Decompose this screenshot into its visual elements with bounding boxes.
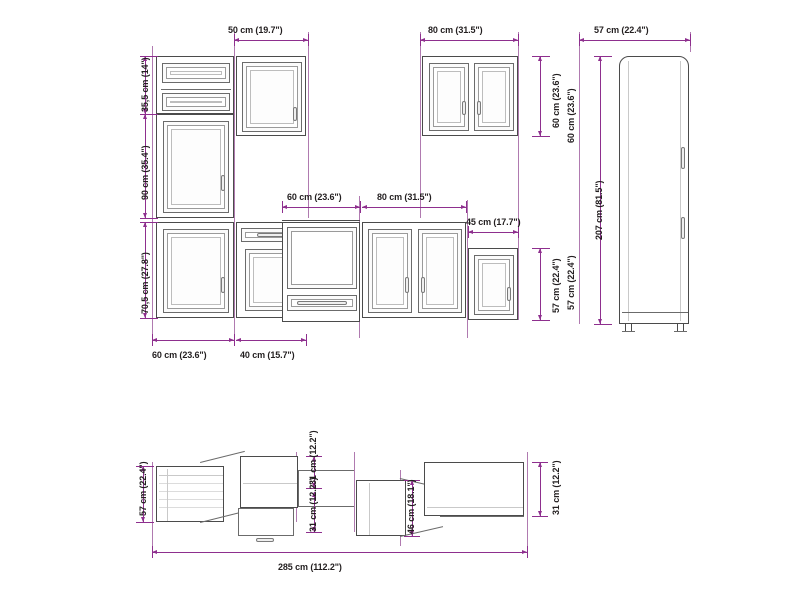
shelf-line (159, 499, 223, 500)
dim-line-width-base-right (468, 232, 518, 233)
door-handle (405, 277, 409, 293)
dim-tick (532, 248, 550, 249)
dim-tick (532, 320, 550, 321)
plan-diagonal (200, 451, 245, 463)
countertop-line (282, 220, 360, 221)
cabinet-door-panel (368, 229, 412, 313)
dim-line-width-wall-left (234, 40, 308, 41)
dim-line-height-base-right (540, 248, 541, 320)
base-cabinet-60-sink (282, 222, 360, 322)
dim-tick (466, 201, 467, 213)
dim-label-height-tall-unit: 207 cm (81.5") (594, 180, 604, 240)
dim-tick (594, 324, 612, 325)
extension-line (152, 46, 153, 338)
cabinet-leg (631, 324, 632, 331)
dim-tick (140, 218, 158, 219)
dim-tick (420, 34, 421, 46)
door-handle (221, 277, 225, 293)
dim-line-width-tall-unit (579, 40, 690, 41)
cabinet-door-panel (163, 229, 229, 313)
door-handle (681, 147, 685, 169)
plan-handle (256, 538, 274, 542)
cabinet-door-panel (474, 63, 514, 131)
dim-tick (140, 318, 158, 319)
dim-tick (579, 34, 580, 46)
dim-line-width-base-bottom-left (152, 340, 234, 341)
cabinet-door-panel (474, 255, 514, 315)
shelf-line (159, 491, 223, 492)
dim-tick (468, 226, 469, 238)
cabinet-leg (625, 324, 626, 331)
arrow-up (143, 114, 147, 119)
dim-label-depth-right: 31 cm (12.2") (551, 460, 561, 515)
base-cabinet-80 (362, 222, 466, 318)
dim-label-depth-right-inner: 46 cm (18.1") (406, 479, 416, 534)
door-handle (507, 287, 511, 301)
oven-front-panel (287, 227, 357, 289)
dim-label-depth-left: 57 cm (22.4") (138, 461, 148, 516)
plan-base-center-right (356, 480, 406, 536)
dim-label-width-tall-unit: 57 cm (22.4") (594, 25, 649, 35)
dim-label-total-width: 285 cm (112.2") (278, 562, 342, 572)
dim-tick (306, 532, 322, 533)
dim-label-height-upper-small: 35,5 cm (14") (140, 57, 150, 112)
fridge-unit (156, 114, 234, 218)
dim-label-height-base-right: 57 cm (22.4") (551, 258, 561, 313)
dim-label-height-base-left: 70,5 cm (27.8") (140, 252, 150, 314)
edge-line (680, 61, 681, 321)
dim-line-width-wall-mid (420, 40, 518, 41)
dim-label-depth-center-upper: 31 cm (12.2") (308, 430, 318, 485)
cabinet-foot (674, 331, 687, 332)
cabinet-door-panel (162, 63, 230, 83)
plan-connector (298, 506, 354, 507)
dim-line-width-base-double (362, 207, 466, 208)
cabinet-door-panel (418, 229, 462, 313)
cabinet-door-panel (162, 93, 230, 111)
plan-drawer-center-left (238, 508, 294, 536)
dim-line-depth-right (540, 462, 541, 516)
shelf-line (427, 507, 523, 508)
dim-tick (532, 136, 550, 137)
wall-cabinet-80 (422, 56, 518, 136)
door-handle (421, 277, 425, 293)
extension-line (234, 32, 235, 338)
arrow-left (362, 205, 367, 209)
dim-tick (518, 34, 519, 46)
plan-base-left (156, 466, 224, 522)
door-handle (462, 101, 466, 115)
dim-tick (527, 546, 528, 558)
dim-tick (152, 334, 153, 346)
dim-line-width-sink-unit (282, 207, 360, 208)
shelf-line (369, 483, 370, 535)
wall-cabinet-50 (236, 56, 306, 136)
dim-tick (234, 334, 235, 346)
extension-line (579, 32, 580, 324)
cabinet-door-panel (429, 63, 469, 131)
plinth-line (622, 312, 688, 313)
extension-line (152, 462, 153, 558)
plan-base-right (424, 462, 524, 516)
wall-cabinet-above-fridge (156, 56, 234, 114)
plan-connector (298, 470, 354, 471)
cabinet-leg (683, 324, 684, 331)
arrow-left (236, 338, 241, 342)
dim-tick (282, 201, 283, 213)
extension-line (518, 32, 519, 320)
extension-line (420, 32, 421, 218)
fridge-door-panel (163, 121, 229, 213)
dim-tick (136, 522, 154, 523)
dim-label-width-wall-mid: 80 cm (31.5") (428, 25, 483, 35)
shelf-line (243, 483, 297, 484)
dim-tick (152, 546, 153, 558)
door-handle (221, 175, 225, 191)
divider-line (161, 89, 231, 90)
door-handle (293, 107, 297, 121)
dim-label-width-base-bottom-left: 60 cm (23.6") (152, 350, 207, 360)
dim-label-depth-center-lower: 31 cm (12.2") (308, 477, 318, 532)
door-handle (681, 217, 685, 239)
base-cabinet-left (156, 222, 234, 318)
dim-label-width-base-double: 80 cm (31.5") (377, 192, 432, 202)
base-cabinet-45 (468, 248, 518, 320)
drawer-handle (297, 301, 347, 305)
edge-line (628, 61, 629, 321)
dim-tick (532, 56, 550, 57)
tall-unit-207 (619, 56, 689, 324)
dim-tick (532, 462, 548, 463)
dim-label-width-wall-left: 50 cm (19.7") (228, 25, 283, 35)
extension-line (308, 32, 309, 218)
extension-line (354, 452, 355, 532)
dim-label-width-sink-unit: 60 cm (23.6") (287, 192, 342, 202)
cabinet-foot (622, 331, 635, 332)
dim-tick (306, 334, 307, 346)
dim-tick (360, 201, 361, 213)
dim-tick (594, 56, 612, 57)
dim-label-height-base-right-alt: 57 cm (22.4") (566, 255, 576, 310)
shelf-line (159, 475, 223, 476)
door-handle (477, 101, 481, 115)
dim-tick (532, 516, 548, 517)
plan-base-center-left (240, 456, 298, 508)
dim-tick (308, 34, 309, 46)
dim-line-height-wall-mid (540, 56, 541, 136)
dim-tick (140, 222, 158, 223)
dim-label-width-base-right: 45 cm (17.7") (466, 217, 521, 227)
plan-edge (440, 516, 524, 517)
shelf-line (159, 507, 223, 508)
dim-tick (518, 226, 519, 238)
shelf-line (159, 483, 223, 484)
cabinet-door-panel (242, 62, 302, 132)
dim-label-height-wall-mid-alt: 60 cm (23.6") (566, 88, 576, 143)
dim-tick (404, 536, 420, 537)
cabinet-leg (677, 324, 678, 331)
dim-tick (690, 34, 691, 46)
plan-connector (298, 470, 299, 506)
dim-label-height-wall-mid: 60 cm (23.6") (551, 73, 561, 128)
dim-tick (234, 34, 235, 46)
shelf-line (167, 469, 168, 521)
dim-line-total-width (152, 552, 527, 553)
extension-line (527, 452, 528, 558)
dim-label-height-fridge-door: 90 cm (35.4") (140, 145, 150, 200)
dim-label-width-base-bottom-mid: 40 cm (15.7") (240, 350, 295, 360)
dim-line-width-base-bottom-mid (236, 340, 306, 341)
